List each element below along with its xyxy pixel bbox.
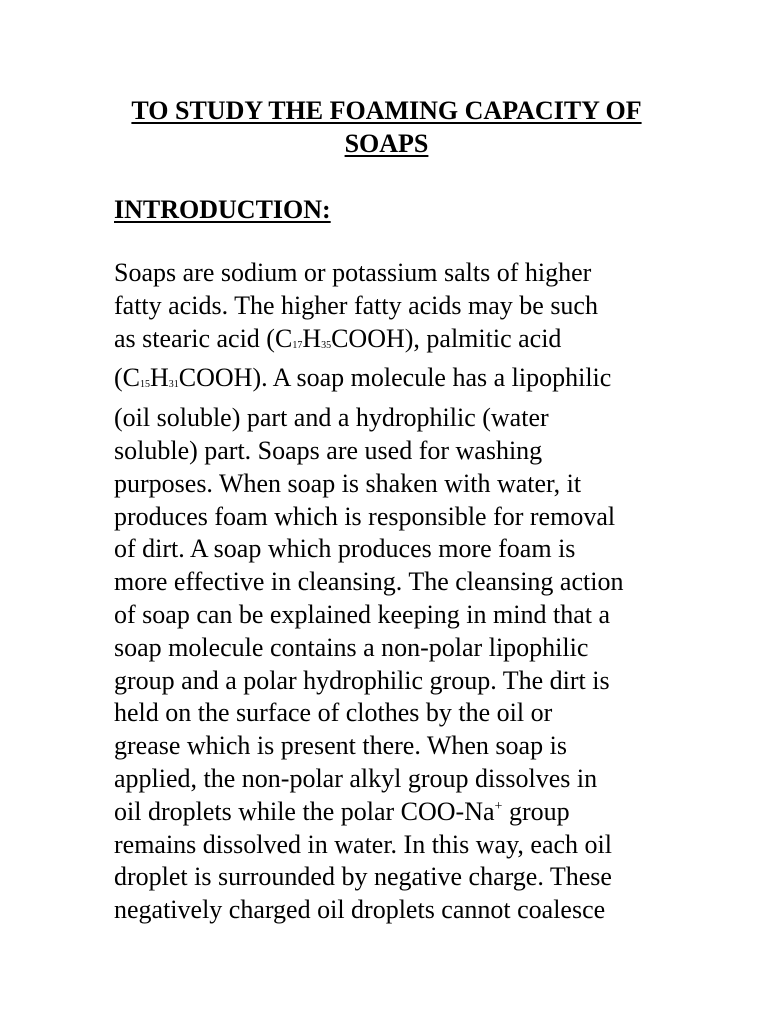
text-run: as stearic acid (C	[114, 323, 293, 353]
paragraph-line: grease which is present there. When soap is	[114, 731, 567, 761]
paragraph-line: negatively charged oil droplets cannot coalesce	[114, 895, 606, 925]
text-run: group	[502, 796, 570, 826]
paragraph-line: held on the surface of clothes by the oil or	[114, 698, 553, 728]
paragraph-line: applied, the non-polar alkyl group dissolves in	[114, 763, 598, 793]
paragraph-line: group and a polar hydrophilic group. The dirt is	[114, 665, 610, 695]
section-heading-introduction: INTRODUCTION:	[114, 195, 331, 224]
paragraph-line-stearic-acid	[114, 323, 662, 363]
paragraph-line: of soap can be explained keeping in mind that a	[114, 599, 611, 629]
text-run: (C	[114, 363, 140, 393]
subscript: 35	[321, 339, 332, 351]
subscript: 31	[168, 379, 179, 391]
paragraph-line: of dirt. A soap which produces more foam is	[114, 534, 576, 564]
text-run: H	[302, 323, 322, 353]
paragraph-line: fatty acids. The higher fatty acids may be such	[114, 290, 598, 320]
paragraph-line: droplet is surrounded by negative charge. These	[114, 862, 612, 892]
title-line-1: TO STUDY THE FOAMING CAPACITY OF	[131, 96, 642, 125]
text-run: H	[150, 363, 169, 393]
text-run: COOH), palmitic acid	[331, 323, 562, 353]
superscript: +	[494, 798, 503, 814]
paragraph-line: soap molecule contains a non-polar lipophilic	[114, 632, 589, 662]
introduction-paragraph	[114, 257, 662, 927]
subscript: 15	[140, 379, 150, 391]
paragraph-line: produces foam which is responsible for removal	[114, 501, 616, 531]
document-title	[114, 94, 659, 160]
paragraph-line: soluble) part. Soaps are used for washing	[114, 435, 543, 465]
paragraph-line-palmitic-acid	[114, 362, 662, 402]
paragraph-line: remains dissolved in water. In this way, each oil	[114, 829, 612, 859]
text-run: oil droplets while the polar COO-Na	[114, 796, 495, 826]
paragraph-line: (oil soluble) part and a hydrophilic (water	[114, 403, 549, 433]
subscript: 17	[292, 339, 303, 351]
paragraph-line-coo-na	[114, 796, 662, 829]
text-run: COOH). A soap molecule has a lipophilic	[178, 363, 612, 393]
title-line-2: SOAPS	[344, 129, 429, 158]
paragraph-line: Soaps are sodium or potassium salts of higher	[114, 258, 592, 287]
paragraph-line: more effective in cleansing. The cleansing action	[114, 567, 624, 597]
paragraph-line: purposes. When soap is shaken with water, it	[114, 468, 582, 498]
